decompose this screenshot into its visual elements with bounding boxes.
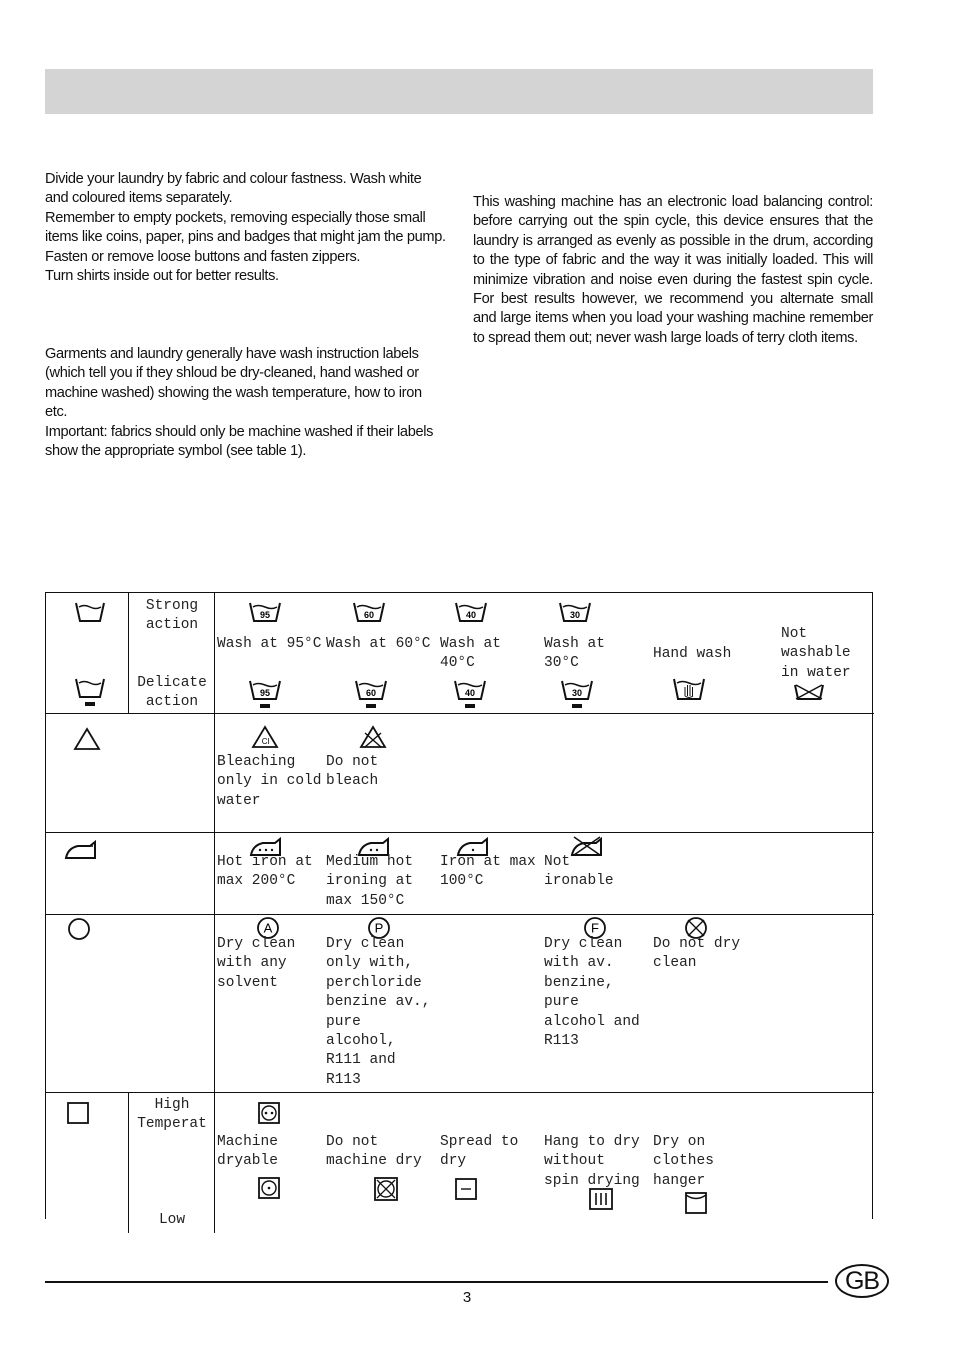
no-machine-dry-label: Do not machine dry (326, 1134, 422, 1170)
section-header-band (45, 69, 873, 114)
low-temperature-label: Low (158, 1212, 186, 1228)
drying-square-icon (67, 1102, 89, 1124)
sorting-paragraph: Divide your laundry by fabric and colour fastness. Wash white and coloured items separately. (45, 171, 422, 207)
load-balance-section (473, 193, 873, 348)
wash-60-icon (352, 601, 386, 623)
delicate-wash-temp-30: 30 (571, 688, 583, 698)
wash-temp-40: 40 (465, 610, 477, 620)
footer-rule (45, 1281, 828, 1283)
spread-to-dry-label: Spread to dry (440, 1134, 519, 1170)
delicate-wash-tub-icon (74, 677, 106, 707)
delicate-wash-temp-40: 40 (464, 688, 476, 698)
dry-clean-circle-icon (67, 917, 91, 941)
important-paragraph: Important: fabrics should only be machine washed if their labels show the appropriate symbol (see table 1). (45, 423, 434, 460)
sorting-section (45, 170, 446, 286)
delicate-wash-30-icon (560, 679, 594, 709)
wash-40-icon (454, 601, 488, 623)
no-iron-label: Not ironable (544, 854, 614, 890)
tumble-dry-low-icon (258, 1177, 280, 1199)
wash-30-icon (558, 601, 592, 623)
bleach-triangle-icon (73, 727, 101, 751)
wash-40-label: Wash at 40°C (440, 636, 501, 672)
medium-iron-label: Medium hot ironing at max 150°C (326, 854, 414, 909)
dry-clean-letter-f: F (591, 920, 599, 936)
wash-temp-60: 60 (363, 610, 375, 620)
wash-95-icon (248, 601, 282, 623)
labels-section (45, 345, 446, 461)
strong-action-label: Strong action (145, 598, 199, 634)
clothes-hanger-label: Dry on clothes hanger (653, 1134, 714, 1189)
wash-95-label: Wash at 95°C (217, 636, 322, 652)
tumble-dry-high-icon (258, 1102, 280, 1124)
dry-clean-perchloride-label: Dry clean only with, perchloride benzine av., pure alcohol, R111 and R113 (326, 936, 431, 1088)
not-washable-label: Not washable in water (781, 626, 851, 681)
no-tumble-dry-icon (374, 1177, 398, 1201)
wash-tub-icon (74, 601, 106, 623)
high-temperature-label: High Temperat (137, 1097, 207, 1133)
machine-dryable-label: Machine dryable (217, 1134, 278, 1170)
delicate-wash-95-icon (248, 679, 282, 709)
hand-wash-icon (672, 677, 706, 701)
wash-temp-95: 95 (259, 610, 271, 620)
no-bleach-icon (360, 726, 386, 748)
iron-icon (64, 840, 98, 860)
dry-clean-letter-p: P (374, 920, 384, 936)
bleach-cl-mark: Cl (261, 737, 270, 746)
dry-clean-any-label: Dry clean with any solvent (217, 936, 296, 991)
wash-temp-30: 30 (569, 610, 581, 620)
dry-clean-benzine-label: Dry clean with av. benzine, pure alcohol and R113 (544, 936, 640, 1050)
labels-paragraph: Garments and laundry generally have wash instruction labels (which tell you if they shloud be dry-cleaned, hand washed or machine washed) showing the wash temperature, how to iron etc. (45, 346, 422, 421)
dry-clean-letter-a: A (263, 920, 273, 936)
no-dry-clean-label: Do not dry clean (653, 936, 741, 972)
bleach-cold-icon (252, 726, 278, 748)
page-number: 3 (462, 1289, 472, 1306)
drip-dry-icon (589, 1188, 613, 1210)
no-bleach-label: Do not bleach (326, 754, 379, 790)
bleach-cold-label: Bleaching only in cold water (217, 754, 322, 809)
wash-30-label: Wash at 30°C (544, 636, 605, 672)
spread-to-dry-icon (455, 1178, 477, 1200)
load-balance-paragraph: This washing machine has an electronic load balancing control: before carrying out the spin cycle, this device ensures that the laundry is arranged as evenly as possible in the drum, according to the type of fabric and the way it was initially loaded. This will minimize vibration and noise even during the fastest spin cycle. For best results however, we recommend you alternate small and large items when you load your washing machine remember to spread them out; never wash large loads of terry cloth items. (473, 194, 873, 346)
pockets-paragraph: Remember to empty pockets, removing especially those small items like coins, paper, pins and badges that might jam the pump. Fasten or remove loose buttons and fasten zippers. (45, 209, 446, 265)
not-washable-icon (793, 683, 825, 701)
care-symbols-table (45, 592, 873, 1228)
delicate-wash-40-icon (453, 679, 487, 709)
hot-iron-label: Hot iron at max 200°C (217, 854, 313, 890)
delicate-action-label: Delicate action (137, 675, 207, 711)
delicate-wash-temp-95: 95 (259, 688, 271, 698)
delicate-wash-temp-60: 60 (365, 688, 377, 698)
delicate-wash-60-icon (354, 679, 388, 709)
language-badge: GB (835, 1264, 889, 1298)
shirts-paragraph: Turn shirts inside out for better results. (45, 268, 279, 285)
hanger-dry-icon (685, 1192, 707, 1214)
wash-60-label: Wash at 60°C (326, 636, 431, 652)
hand-wash-label: Hand wash (653, 646, 732, 662)
hang-to-dry-label: Hang to dry without spin drying (544, 1134, 640, 1189)
low-iron-label: Iron at max 100°C (440, 854, 536, 890)
